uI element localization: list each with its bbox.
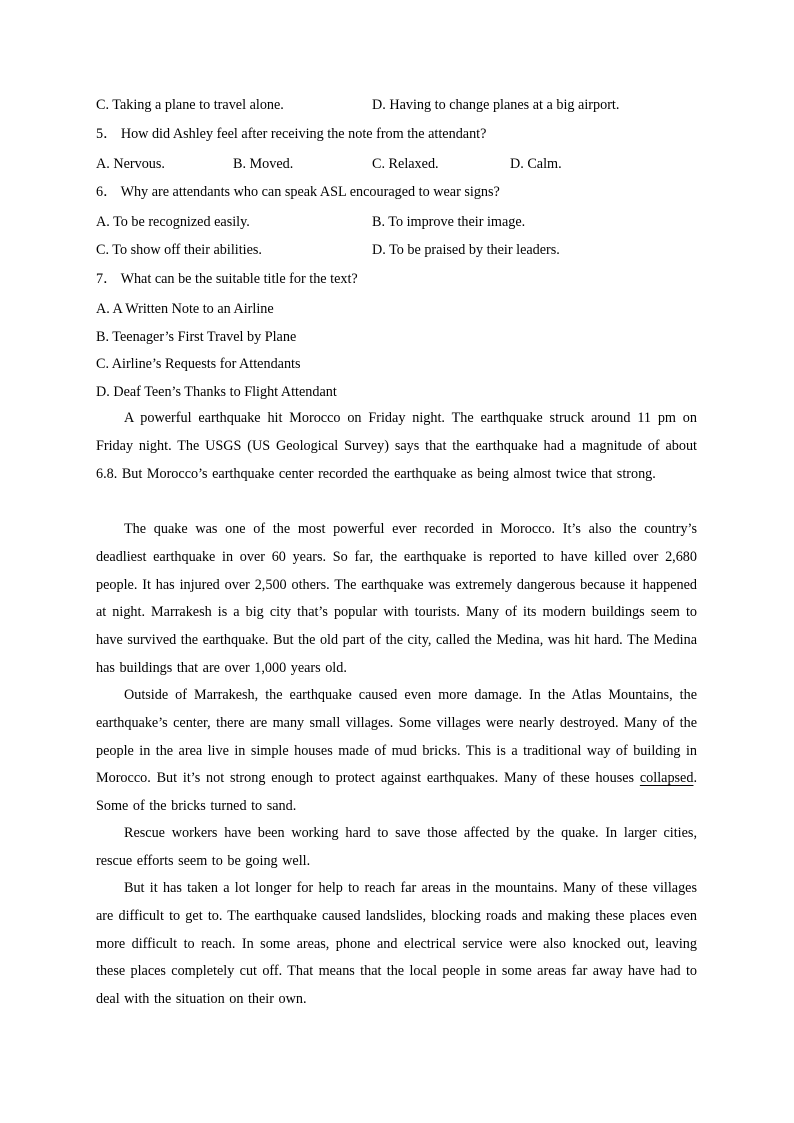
q7-stem: 7． What can be the suitable title for the text? bbox=[96, 271, 358, 287]
passage-paragraph-1: A powerful earthquake hit Morocco on Friday night. The earthquake struck around 11 pm on Friday night. The USGS (US Geological Survey) says that the earthquake had a magnitude of about 6.8. But Morocco’s earthquake center recorded the earthquake as being almost twice that strong. bbox=[96, 410, 697, 482]
passage-paragraph-2: The quake was one of the most powerful ever recorded in Morocco. It’s also the country’s deadliest earthquake in over 60 years. So far, the earthquake is reported to have killed over 2,680 people. It has injured over 2,500 others. The earthquake was extremely dangerous because it happened at night. Marrakesh is a big city that’s popular with tourists. Many of its modern buildings seem to have survived the earthquake. But the old part of the city, called the Medina, was hit hard. The Medina has buildings that are over 1,000 years old. bbox=[96, 521, 697, 676]
passage-paragraph-4: Rescue workers have been working hard to save those affected by the quake. In larger cities, rescue efforts seem to be going well. bbox=[96, 825, 697, 869]
q6-option-c: C. To show off their abilities. bbox=[96, 242, 262, 258]
q7-option-d: D. Deaf Teen’s Thanks to Flight Attendant bbox=[96, 384, 337, 400]
q7-option-a: A. A Written Note to an Airline bbox=[96, 301, 274, 317]
q6-option-d: D. To be praised by their leaders. bbox=[372, 242, 560, 258]
passage-paragraph-3 bbox=[96, 682, 697, 821]
q5-option-c: C. Relaxed. bbox=[372, 156, 439, 172]
q4-option-c: C. Taking a plane to travel alone. bbox=[96, 97, 284, 113]
q5-option-b: B. Moved. bbox=[233, 156, 294, 172]
q4-option-d: D. Having to change planes at a big airport. bbox=[372, 97, 620, 113]
q7-option-b: B. Teenager’s First Travel by Plane bbox=[96, 329, 297, 345]
q6-option-a: A. To be recognized easily. bbox=[96, 214, 250, 230]
paragraph-3-end: . Some of the bricks turned to sand. bbox=[96, 770, 697, 814]
q6-stem: 6． Why are attendants who can speak ASL encouraged to wear signs? bbox=[96, 184, 500, 200]
q5-stem: 5． How did Ashley feel after receiving the note from the attendant? bbox=[96, 126, 487, 142]
underlined-word: collapsed bbox=[639, 770, 694, 787]
q6-option-b: B. To improve their image. bbox=[372, 214, 526, 230]
q5-option-d: D. Calm. bbox=[510, 156, 562, 172]
passage-paragraph-5: But it has taken a lot longer for help to reach far areas in the mountains. Many of these villages are difficult to get to. The earthquake caused landslides, blocking roads and making these places even more difficult to reach. In some areas, phone and electrical service were also knocked out, leaving these places completely cut off. That means that the local people in some areas far away have had to deal with the situation on their own. bbox=[96, 880, 697, 1007]
q5-option-a: A. Nervous. bbox=[96, 156, 165, 172]
paragraph-3-text: Outside of Marrakesh, the earthquake caused even more damage. In the Atlas Mountains, the earthquake’s center, there are many small villages. Some villages were nearly destroyed. Many of the people in the area live in simple houses made of mud bricks. This is a traditional way of building in Morocco. But it’s not strong enough to protect against earthquakes. Many of these houses bbox=[96, 687, 697, 787]
q7-option-c: C. Airline’s Requests for Attendants bbox=[96, 356, 301, 372]
